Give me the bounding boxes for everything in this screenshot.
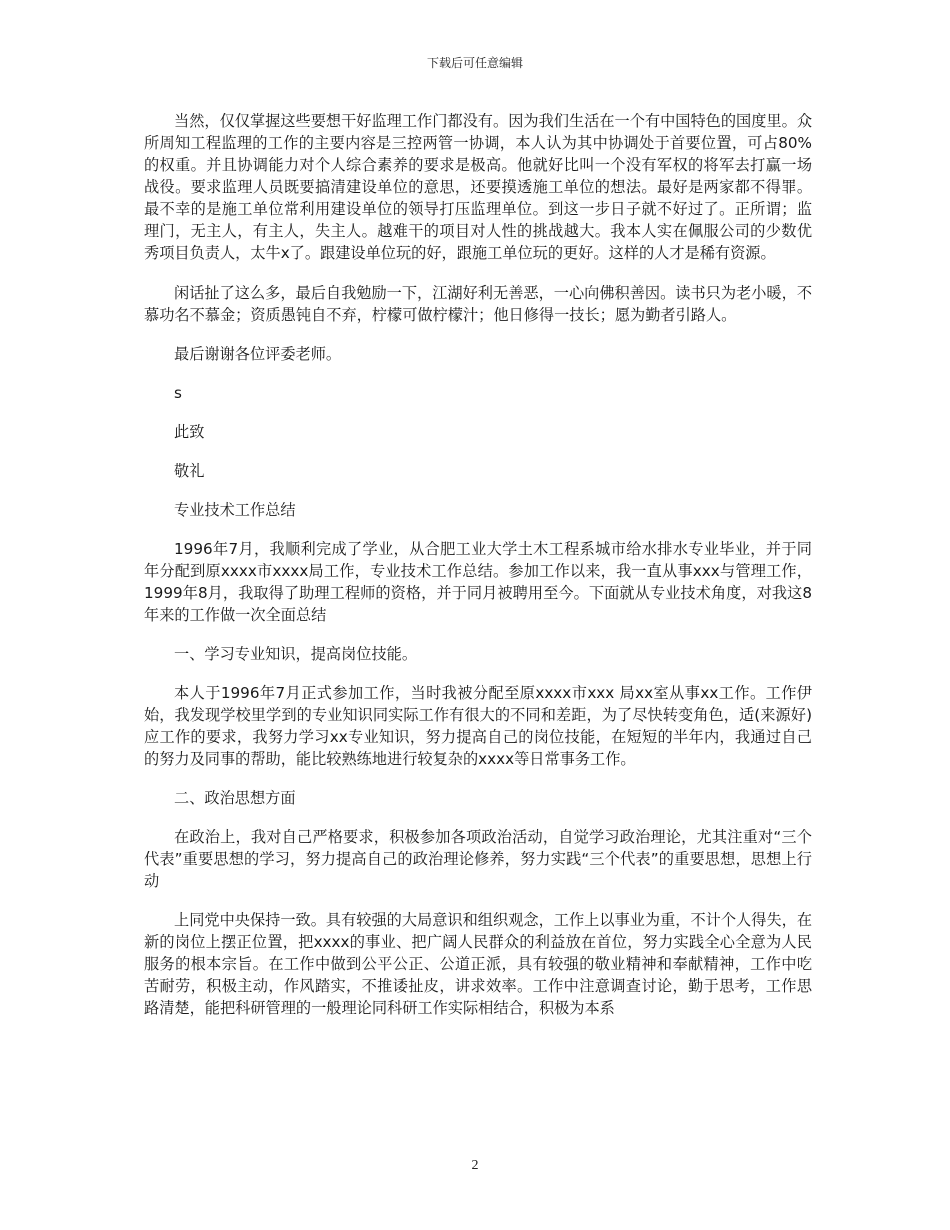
paragraph-signature-s: s — [174, 384, 182, 402]
section-heading-politics: 二、政治思想方面 — [174, 789, 296, 807]
paragraph-salutation: 此致 — [174, 423, 205, 441]
paragraph-work-attitude: 上同党中央保持一致。具有较强的大局意识和组织观念，工作上以事业为重，不计个人得失，在新的岗位上摆正位置，把xxxx的事业、把广阔人民群众的利益放在首位，努力实践全心全意为人民服务的根本宗旨。在工作中做到公平公正、公道正派，具有较强的敬业精神和奉献精神，工作中吃苦耐劳，积极主动，作风踏实，不推诿扯皮，讲求效率。工作中注意调查讨论，勤于思考，工作思路清楚，能把科研管理的一般理论同科研工作实际相结合，积极为本系 — [144, 911, 812, 1017]
page-number: 2 — [471, 1158, 479, 1173]
paragraph-politics-details: 在政治上，我对自己严格要求，积极参加各项政治活动，自觉学习政治理论，尤其注重对“三个代表”重要思想的学习，努力提高自己的政治理论修养，努力实践“三个代表”的重要思想，思想上行动 — [144, 828, 812, 890]
document-body — [144, 110, 812, 1036]
paragraph-study-details: 本人于1996年7月正式参加工作，当时我被分配至原xxxx市xxx 局xx室从事xx工作。工作伊始，我发现学校里学到的专业知识同实际工作有很大的不同和差距，为了尽快转变角色，适(来源好)应工作的要求，我努力学习xx专业知识，努力提高自己的岗位技能，在短短的半年内，我通过自己的努力及同事的帮助，能比较熟练地进行较复杂的xxxx等日常事务工作。 — [144, 684, 812, 768]
paragraph-regards: 敬礼 — [174, 462, 205, 480]
paragraph-career-overview: 1996年7月，我顺利完成了学业，从合肥工业大学土木工程系城市给水排水专业毕业，并于同年分配到原xxxx市xxxx局工作，专业技术工作总结。参加工作以来，我一直从事xxx与管理工作，1999年8月，我取得了助理工程师的资格，并于同月被聘用至今。下面就从专业技术角度，对我这8年来的工作做一次全面总结 — [144, 540, 812, 624]
paragraph-self-encouragement: 闲话扯了这么多，最后自我勉励一下，江湖好利无善恶，一心向佛积善因。读书只为老小暖，不慕功名不慕金；资质愚钝自不弃，柠檬可做柠檬汁；他日修得一技长；愿为勤者引路人。 — [144, 284, 812, 324]
page-header: 下载后可任意编辑 — [426, 56, 523, 70]
paragraph-thanks: 最后谢谢各位评委老师。 — [174, 345, 342, 363]
section-heading-study: 一、学习专业知识，提高岗位技能。 — [174, 645, 417, 663]
paragraph-supervision-coordination: 当然，仅仅掌握这些要想干好监理工作门都没有。因为我们生活在一个有中国特色的国度里。众所周知工程监理的工作的主要内容是三控两管一协调，本人认为其中协调处于首要位置，可占80%的权重。并且协调能力对个人综合素养的要求是极高。他就好比叫一个没有军权的将军去打赢一场战役。要求监理人员既要搞清建设单位的意思，还要摸透施工单位的想法。最好是两家都不得罪。最不幸的是施工单位常利用建设单位的领导打压监理单位。到这一步日子就不好过了。正所谓；监理门，无主人，有主人，失主人。越难干的项目对人性的挑战越大。我本人实在佩服公司的少数优秀项目负责人，太牛x了。跟建设单位玩的好，跟施工单位玩的更好。这样的人才是稀有资源。 — [144, 112, 812, 262]
section-title-summary: 专业技术工作总结 — [174, 501, 296, 519]
